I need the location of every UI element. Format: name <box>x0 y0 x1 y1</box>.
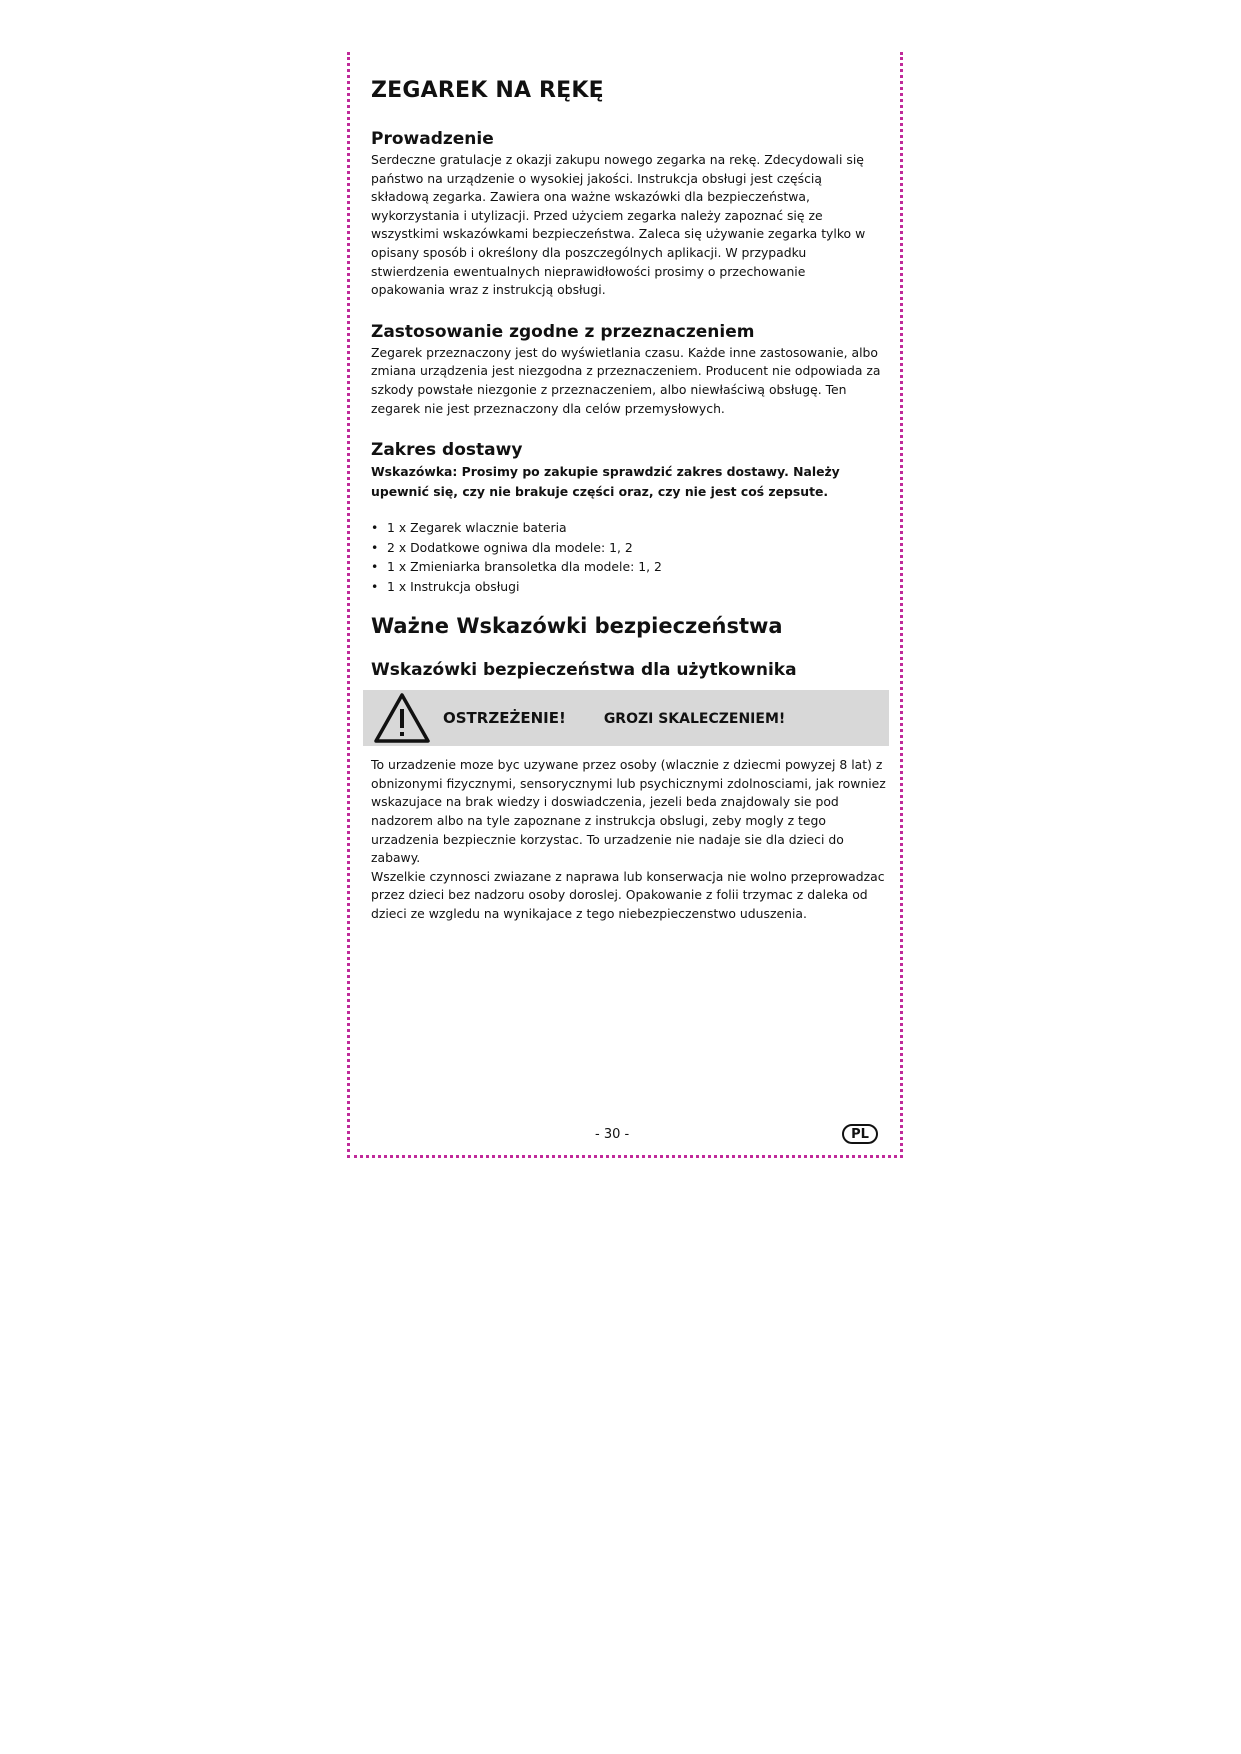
delivery-note: Wskazówka: Prosimy po zakupie sprawdzić zakres dostawy. Należy upewnić się, czy nie brakuje części oraz, czy nie jest coś zepsute. <box>371 464 840 500</box>
safety-subheading: Wskazówki bezpieczeństwa dla użytkownika <box>371 660 797 681</box>
section-heading-delivery: Zakres dostawy <box>371 440 523 461</box>
list-item: • 1 x Zmieniarka bransoletka dla modele: 1, 2 <box>371 557 883 577</box>
warning-banner <box>363 690 889 746</box>
delivery-list <box>371 518 883 596</box>
safety-heading: Ważne Wskazówki bezpieczeństwa <box>371 614 783 639</box>
bullet-icon: • <box>371 520 379 536</box>
section-heading-intended-use: Zastosowanie zgodne z przeznaczeniem <box>371 321 755 342</box>
list-item: • 2 x Dodatkowe ogniwa dla modele: 1, 2 <box>371 538 883 558</box>
bullet-icon: • <box>371 539 379 555</box>
warning-label: OSTRZEŻENIE! <box>443 709 566 728</box>
section-heading-introduction: Prowadzenie <box>371 129 494 149</box>
bullet-icon: • <box>371 559 379 575</box>
introduction-text: Serdeczne gratulacje z okazji zakupu nowego zegarka na rekę. Zdecydowali się państwo na urządzenie o wysokiej jakości. Instrukcja obsługi jest częścią składową zegarka. Zawiera ona ważne wskazówki dla bezpieczeństwa, wykorzystania i utylizacji. Przed użyciem zegarka należy zapoznać się ze wszystkimi wskazówkami bezpieczeństwa. Zaleca się używanie zegarka tylko w opisany sposób i określony dla poszczególnych aplikacji. W przypadku stwierdzenia ewentualnych nieprawidłowości prosimy o przechowanie opakowania wraz z instrukcją obsługi. <box>371 152 866 298</box>
safety-text-2: Wszelkie czynnosci zwiazane z naprawa lub konserwacja nie wolno przeprowadzac przez dzieci bez nadzoru osoby doroslej. Opakowanie z folii trzymac z daleka od dzieci ze wzgledu na wynikajace z tego niebezpieczenstwo uduszenia. <box>371 868 885 921</box>
language-badge: PL <box>842 1124 878 1144</box>
list-item: • 1 x Zegarek wlacznie bateria <box>371 518 883 538</box>
list-item: • 1 x Instrukcja obsługi <box>371 577 883 597</box>
document-title: ZEGAREK NA RĘKĘ <box>371 78 604 103</box>
warning-text: GROZI SKALECZENIEM! <box>603 711 786 728</box>
intended-use-text: Zegarek przeznaczony jest do wyświetlania czasu. Każde inne zastosowanie, albo zmiana urządzenia jest niezgodna z przeznaczeniem. Producent nie odpowiada za szkody powstałe niezgonie z przeznaczeniem, albo niewłaściwą obsługę. Ten zegarek nie jest przeznaczony dla celów przemysłowych. <box>371 344 881 416</box>
document-content <box>371 78 886 923</box>
page-number: - 30 - <box>595 1127 630 1142</box>
bullet-icon: • <box>371 578 379 594</box>
safety-text: To urzadzenie moze byc uzywane przez osoby (wlacznie z dziecmi powyzej 8 lat) z obnizonymi fizycznymi, sensorycznymi lub psychicznymi zdolnosciami, jak rowniez wskazujace na brak wiedzy i doswiadczenia, jezeli beda znajdowaly sie pod nadzorem albo na tyle zapoznane z instrukcja obslugi, zeby mogly z tego urzadzenia bezpiecznie korzystac. To urzadzenie nie nadaje sie dla dzieci do zabawy. <box>371 757 886 866</box>
warning-triangle-icon <box>373 692 431 744</box>
